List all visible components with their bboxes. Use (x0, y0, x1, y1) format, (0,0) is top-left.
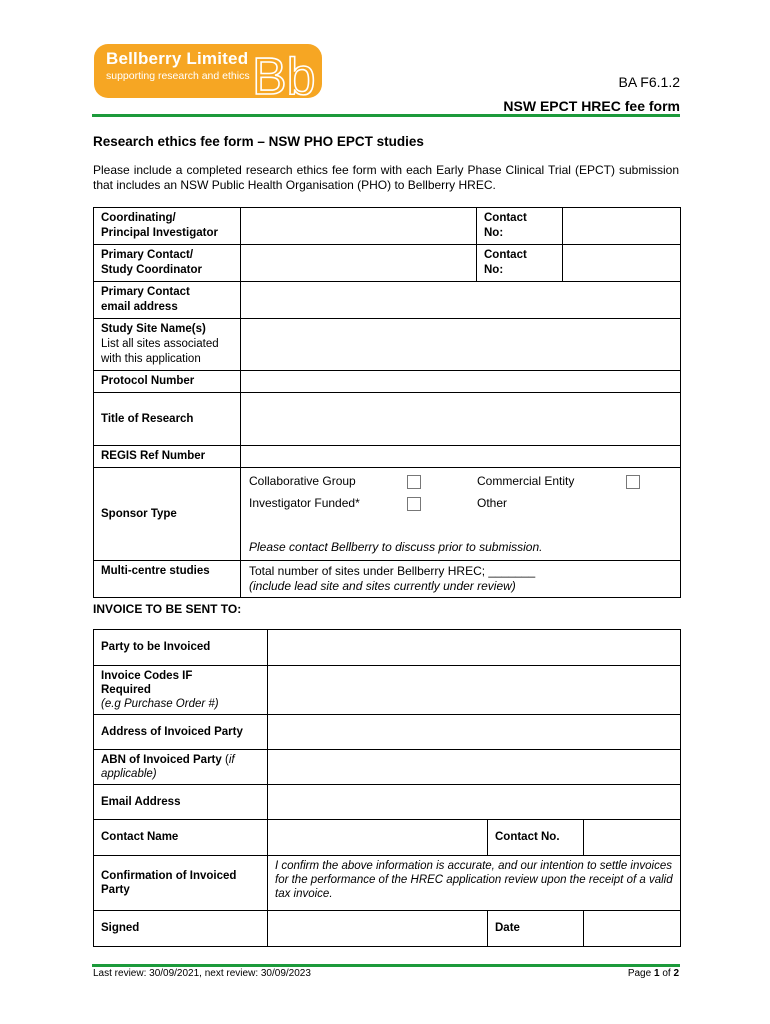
party-field[interactable] (268, 630, 681, 666)
logo-mark: Bb (252, 48, 316, 98)
logo-tagline: supporting research and ethics (106, 70, 250, 82)
table-row (94, 785, 681, 820)
header-rule (92, 114, 680, 117)
coord-pi-field[interactable] (241, 208, 477, 245)
multicentre-label: Multi-centre studies (94, 561, 241, 598)
table-row (94, 715, 681, 750)
logo-mark-icon (250, 46, 322, 98)
page-heading: Research ethics fee form – NSW PHO EPCT studies (93, 134, 424, 149)
confirmation-text: I confirm the above information is accurate, and our intention to settle invoices for the performance of the HREC application review upon the receipt of a valid tax invoice. (268, 856, 681, 911)
table-row (94, 561, 681, 598)
investigator-checkbox[interactable] (407, 497, 421, 511)
address-field[interactable] (268, 715, 681, 750)
multicentre-line-2: (include lead site and sites currently under review) (249, 579, 516, 593)
invoice-codes-label: Invoice Codes IF Required (e.g Purchase Order #) (94, 666, 268, 715)
primary-contact-label: Primary Contact/ Study Coordinator (94, 245, 241, 282)
email-address-field[interactable] (268, 785, 681, 820)
page-number: Page 1 of 2 (627, 968, 679, 979)
invoice-codes-field[interactable] (268, 666, 681, 715)
protocol-field[interactable] (241, 371, 681, 393)
table-row (94, 911, 681, 947)
email-address-label: Email Address (94, 785, 268, 820)
invoice-table (93, 629, 681, 947)
study-site-label: Study Site Name(s) List all sites associated with this application (94, 319, 241, 371)
coord-contact-field[interactable] (563, 208, 681, 245)
table-row (94, 446, 681, 468)
contact-name-field[interactable] (268, 820, 488, 856)
table-row (94, 245, 681, 282)
primary-contact-no-label: Contact No: (477, 245, 563, 282)
email-label: Primary Contact email address (94, 282, 241, 319)
review-dates: Last review: 30/09/2021, next review: 30/09/2023 (93, 968, 311, 979)
table-row (94, 468, 681, 561)
table-row (94, 630, 681, 666)
title-field[interactable] (241, 393, 681, 446)
coord-pi-label: Coordinating/ Principal Investigator (94, 208, 241, 245)
coord-contact-label: Contact No: (477, 208, 563, 245)
document-code: BA F6.1.2 (618, 74, 680, 90)
sponsor-note: Please contact Bellberry to discuss prior to submission. (249, 540, 543, 554)
signed-label: Signed (94, 911, 268, 947)
primary-contact-field[interactable] (241, 245, 477, 282)
table-row (94, 208, 681, 245)
invoice-heading: INVOICE TO BE SENT TO: (93, 602, 242, 616)
contact-name-label: Contact Name (94, 820, 268, 856)
table-row (94, 820, 681, 856)
sponsor-type-label: Sponsor Type (94, 468, 241, 561)
abn-field[interactable] (268, 750, 681, 785)
multicentre-field[interactable] (241, 561, 681, 598)
regis-field[interactable] (241, 446, 681, 468)
email-field[interactable] (241, 282, 681, 319)
date-label: Date (488, 911, 584, 947)
study-details-table (93, 207, 681, 598)
protocol-label: Protocol Number (94, 371, 241, 393)
contact-no-field[interactable] (584, 820, 681, 856)
party-label: Party to be Invoiced (94, 630, 268, 666)
table-row (94, 750, 681, 785)
sponsor-option-other: Other (477, 496, 508, 510)
table-row (94, 282, 681, 319)
sponsor-option-collaborative: Collaborative Group (249, 474, 356, 488)
footer-rule (92, 964, 680, 967)
sponsor-option-investigator: Investigator Funded* (249, 496, 360, 510)
intro-paragraph: Please include a completed research ethics fee form with each Early Phase Clinical Trial (EPCT) submission that includes an NSW Public Health Organisation (PHO) to Bellberry HREC. (93, 163, 679, 192)
table-row (94, 856, 681, 911)
confirmation-label: Confirmation of Invoiced Party (94, 856, 268, 911)
table-row (94, 371, 681, 393)
contact-no-label: Contact No. (488, 820, 584, 856)
multicentre-line-1: Total number of sites under Bellberry HREC; _______ (249, 564, 536, 578)
address-label: Address of Invoiced Party (94, 715, 268, 750)
commercial-checkbox[interactable] (626, 475, 640, 489)
bellberry-logo (94, 44, 322, 98)
table-row (94, 393, 681, 446)
title-label: Title of Research (94, 393, 241, 446)
table-row (94, 319, 681, 371)
logo-name: Bellberry Limited (106, 49, 249, 68)
signed-field[interactable] (268, 911, 488, 947)
table-row (94, 666, 681, 715)
document-title: NSW EPCT HREC fee form (503, 98, 680, 114)
study-site-field[interactable] (241, 319, 681, 371)
sponsor-option-commercial: Commercial Entity (477, 474, 575, 488)
sponsor-type-field (241, 468, 681, 561)
date-field[interactable] (584, 911, 681, 947)
regis-label: REGIS Ref Number (94, 446, 241, 468)
collaborative-checkbox[interactable] (407, 475, 421, 489)
abn-label: ABN of Invoiced Party (if applicable) (94, 750, 268, 785)
primary-contact-no-field[interactable] (563, 245, 681, 282)
